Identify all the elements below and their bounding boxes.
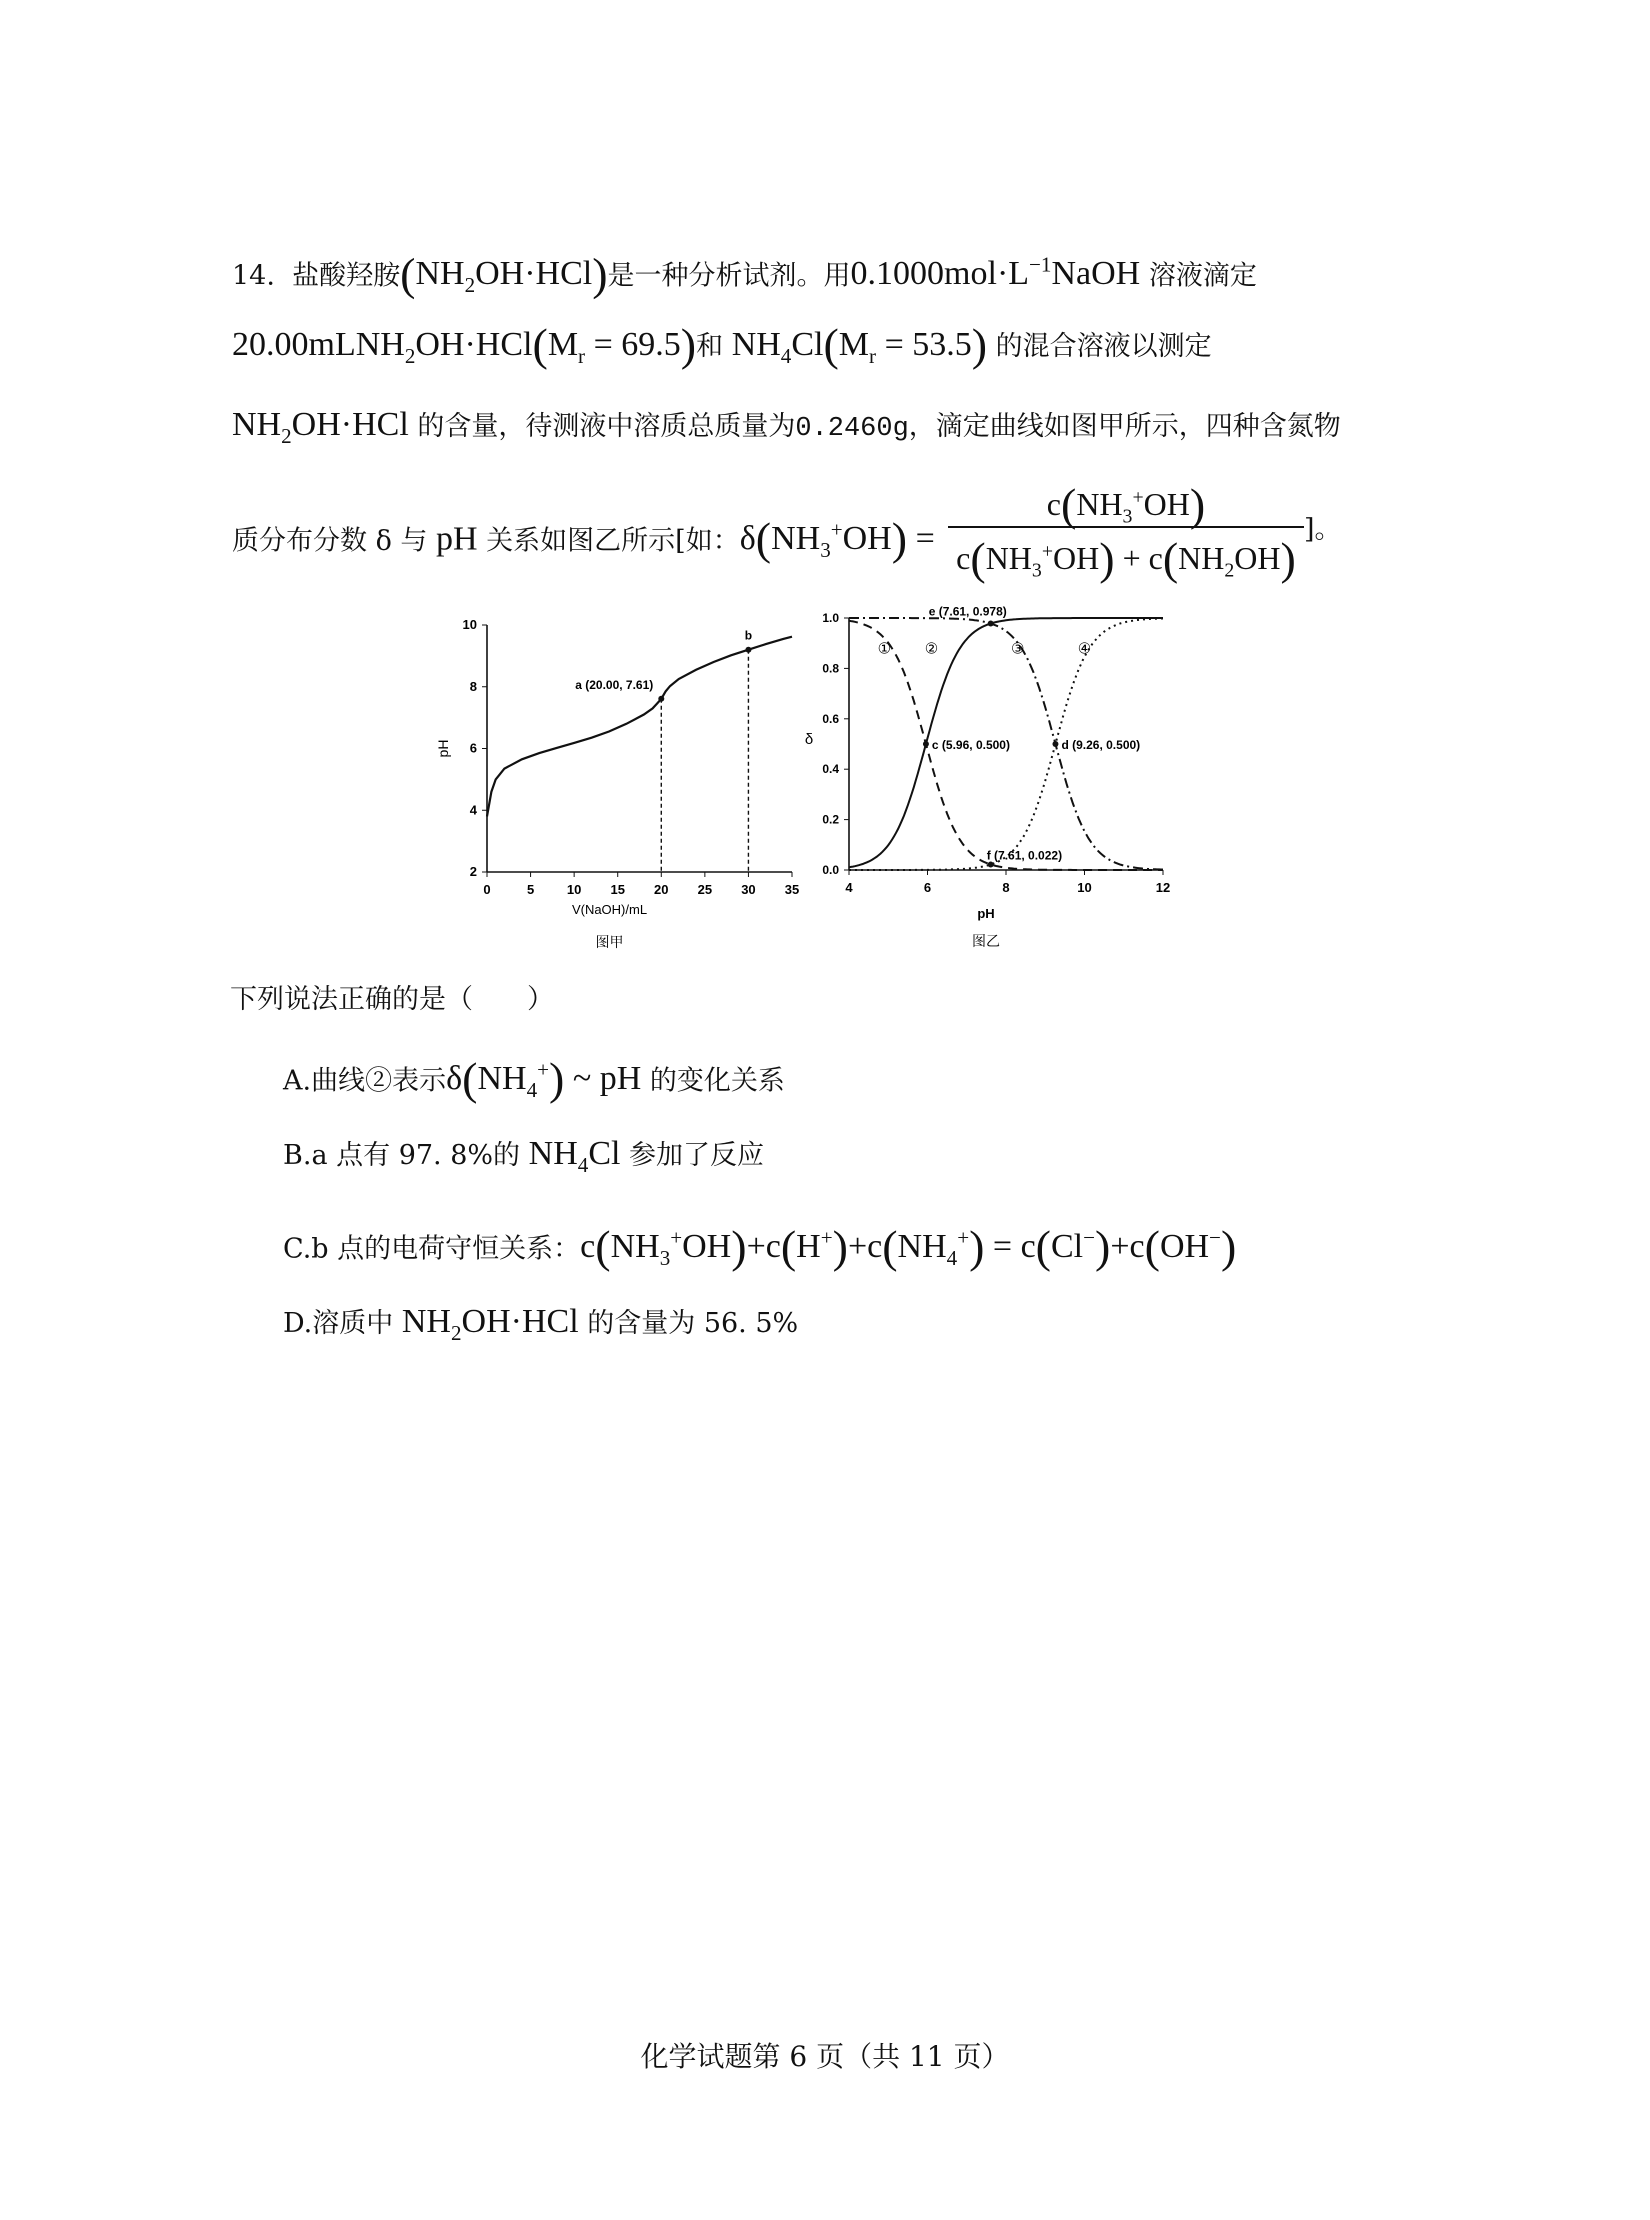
series-label: ② <box>924 640 939 658</box>
question-text: 是一种分析试剂。用 <box>607 260 851 292</box>
question-number: 14. <box>232 260 275 292</box>
question-line-2: $20.00mLNH_2OH\cdot HCl(M_r = 69.5)$和 $NH_4Cl(M_r = 53.5)$ 的混合溶液以测定 <box>232 319 1212 370</box>
option-a[interactable]: A.曲线②表示$\delta(NH_4^+)$ ~ pH 的变化关系 <box>283 1053 785 1105</box>
option-prefix: A. <box>283 1065 312 1097</box>
y-tick-label: 10 <box>462 617 477 632</box>
y-tick-label: 0.4 <box>822 762 839 777</box>
question-line-1: 14. 盐酸羟胺$(NH_2OH\cdot HCl)$是一种分析试剂。用$0.1000mol\cdot L^{-1}NaOH$ 溶液滴定 <box>232 248 1257 300</box>
page-footer: 化学试题第 6 页（共 11 页） <box>640 2040 1010 2073</box>
x-tick-label: 15 <box>610 882 625 897</box>
option-c[interactable]: C.b 点的电荷守恒关系：$c(NH_3^+OH)+c(H^+)+c(NH_4^+) = c(Cl^-)+c(OH^-)$ <box>283 1221 1237 1273</box>
option-prefix: B. <box>283 1140 312 1171</box>
point-label: b <box>744 628 753 643</box>
point-marker <box>658 696 664 702</box>
question-text: 的含量，待测液中溶质总质量为 <box>417 411 796 442</box>
x-tick-label: 4 <box>845 880 853 895</box>
point-label: f (7.61, 0.022) <box>986 848 1063 863</box>
y-tick-label: 6 <box>469 740 477 756</box>
x-tick-label: 6 <box>923 880 932 895</box>
question-text: 质分布分数 δ 与 <box>232 525 428 557</box>
delta-lhs: $\delta(NH_3^+OH)$ = <box>739 513 935 565</box>
question-text: 盐酸羟胺 <box>292 260 401 292</box>
y-tick-label: 0.0 <box>822 863 839 877</box>
point-marker <box>923 741 929 747</box>
question-text: 溶液滴定 <box>1148 260 1257 292</box>
x-tick-label: 12 <box>1155 880 1171 895</box>
x-tick-label: 8 <box>1002 880 1010 895</box>
y-axis-label: pH <box>435 739 451 758</box>
y-tick-label: 4 <box>469 802 477 818</box>
y-tick-label: 1.0 <box>822 611 839 625</box>
chart-distribution <box>795 598 1195 965</box>
chart-title: 图乙 <box>972 933 1000 949</box>
x-tick-label: 20 <box>654 882 669 897</box>
x-tick-label: 0 <box>483 882 491 897</box>
question-text: ]。 <box>1304 514 1342 545</box>
y-tick-label: 8 <box>469 678 477 694</box>
option-d[interactable]: D.溶质中 $NH_2OH\cdot HCl$ 的含量为 56. 5% <box>283 1303 799 1345</box>
series-label: ③ <box>1011 640 1025 658</box>
y-tick-label: 0.2 <box>822 812 839 827</box>
y-tick-label: 0.6 <box>822 711 839 726</box>
y-tick-label: 0.8 <box>822 661 839 676</box>
point-label: d (9.26, 0.500) <box>1061 738 1141 752</box>
delta-fraction: $c(NH_3^+OH)$ $c(NH_3^+OH) + c(NH_2OH)$ <box>948 478 1304 585</box>
question-line-4: 质分布分数 δ 与 pH 关系如图乙所示[如：$\delta(NH_3^+OH)$ = <box>232 513 935 565</box>
point-marker <box>988 621 994 627</box>
point-marker <box>1052 741 1058 747</box>
y-tick-label: 2 <box>469 864 477 879</box>
question-prompt: 下列说法正确的是（ ） <box>230 984 554 1015</box>
point-label: a (20.00, 7.61) <box>575 677 654 692</box>
chem-formula: $NH_2OH\cdot HCl$ <box>415 255 593 298</box>
question-text: ，滴定曲线如图甲所示，四种含氮物 <box>908 411 1341 442</box>
question-text: 的混合溶液以测定 <box>995 331 1212 362</box>
mass-value: 0.2460g <box>795 414 909 444</box>
series-label: ④ <box>1077 640 1092 658</box>
x-tick-label: 10 <box>566 882 582 897</box>
point-label: c (5.96, 0.500) <box>931 738 1010 752</box>
question-text: 关系如图乙所示[如： <box>486 525 740 557</box>
series-label: ① <box>877 640 892 658</box>
x-axis-label: pH <box>977 906 995 921</box>
x-tick-label: 35 <box>784 882 800 897</box>
x-axis-label: V(NaOH)/mL <box>571 902 648 917</box>
titration-curve <box>487 637 792 817</box>
question-text: 和 <box>696 331 724 362</box>
option-prefix: C. <box>283 1233 312 1265</box>
question-line-3: $NH_2OH\cdot HCl$ 的含量，待测液中溶质总质量为0.2460g，滴定曲线如图甲所示，四种含氮物 <box>232 406 1341 448</box>
x-tick-label: 10 <box>1077 880 1092 895</box>
concentration: $0.1000mol\cdot L^{-1}NaOH$ <box>850 253 1141 293</box>
volume: 20.00mLNH$_2$OH·HCl <box>232 326 533 368</box>
x-tick-label: 5 <box>526 882 535 897</box>
option-prefix: D. <box>283 1308 313 1339</box>
option-b[interactable]: B.a 点有 97. 8%的 $NH_4Cl$ 参加了反应 <box>283 1135 765 1177</box>
chart-title: 图甲 <box>595 934 624 950</box>
point-marker <box>745 647 751 653</box>
x-tick-label: 25 <box>697 882 713 897</box>
chart-titration <box>430 600 810 965</box>
y-axis-label: δ <box>804 731 814 748</box>
point-label: e (7.61, 0.978) <box>928 604 1007 619</box>
x-tick-label: 30 <box>741 882 756 897</box>
